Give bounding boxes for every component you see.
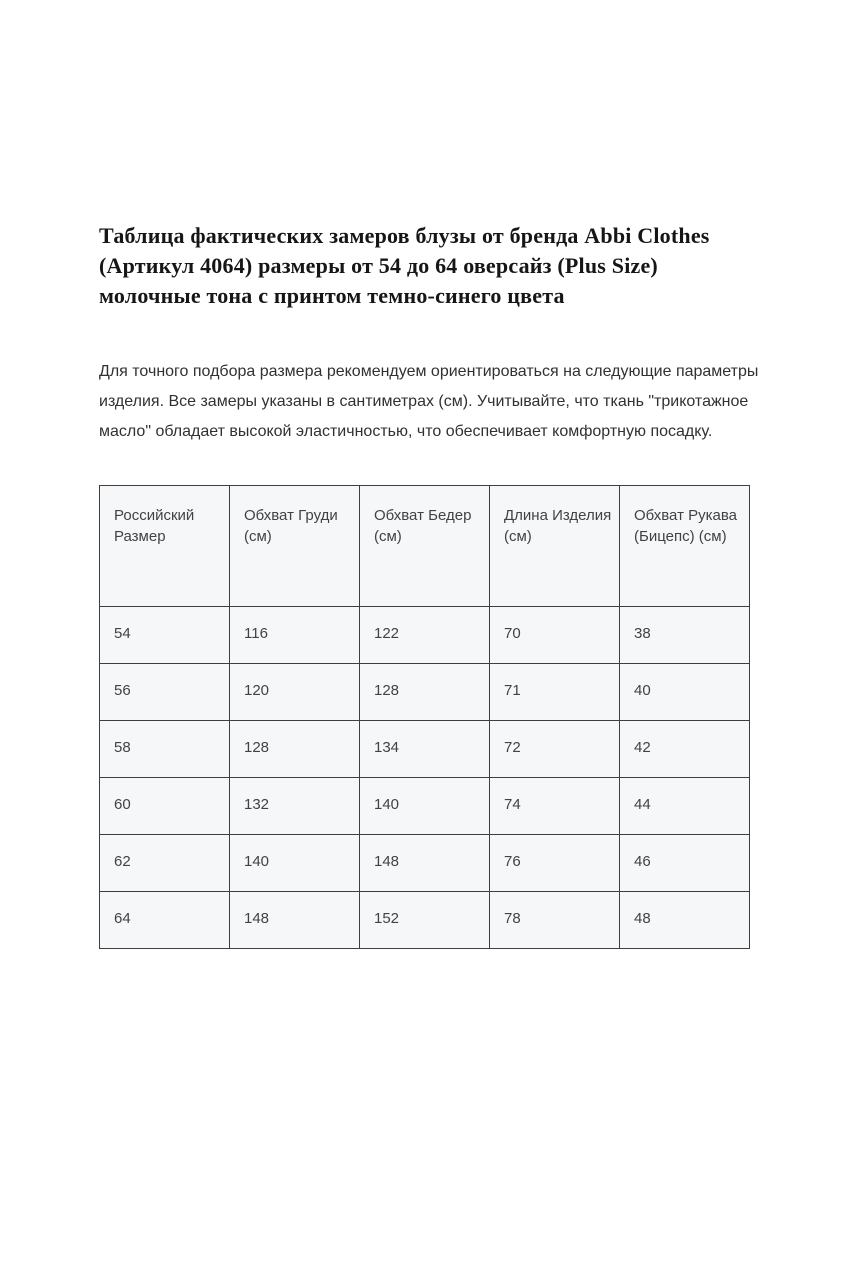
cell-length: 78: [490, 892, 620, 949]
size-table: [99, 485, 750, 949]
cell-chest: 148: [230, 892, 360, 949]
header-cell-hips: [360, 486, 490, 607]
cell-sleeve: 40: [620, 664, 750, 721]
header-label: Размер: [114, 528, 166, 545]
header-label: Длина Изделия: [504, 507, 612, 524]
cell-chest: 116: [230, 607, 360, 664]
cell-sleeve: 46: [620, 835, 750, 892]
header-label: Обхват Бедер: [374, 507, 472, 524]
cell-sleeve: 38: [620, 607, 750, 664]
header-label: Российский: [114, 507, 195, 524]
cell-size: 58: [100, 721, 230, 778]
cell-hips: 122: [360, 607, 490, 664]
cell-length: 70: [490, 607, 620, 664]
cell-length: 71: [490, 664, 620, 721]
cell-length: 72: [490, 721, 620, 778]
header-label: (см): [504, 528, 532, 545]
header-label: (Бицепс) (см): [634, 528, 727, 545]
cell-sleeve: 44: [620, 778, 750, 835]
page-title: [99, 221, 779, 311]
header-label: (см): [244, 528, 272, 545]
table-row: [100, 607, 750, 664]
cell-size: 60: [100, 778, 230, 835]
header-cell-sleeve: [620, 486, 750, 607]
cell-hips: 148: [360, 835, 490, 892]
intro-line: изделия. Все замеры указаны в сантиметрах (см). Учитывайте, что ткань "трикотажное: [99, 393, 749, 410]
table-row: [100, 892, 750, 949]
intro-line: Для точного подбора размера рекомендуем ориентироваться на следующие параметры: [99, 363, 759, 380]
cell-size: 56: [100, 664, 230, 721]
cell-hips: 152: [360, 892, 490, 949]
cell-length: 76: [490, 835, 620, 892]
cell-chest: 128: [230, 721, 360, 778]
intro-line: масло" обладает высокой эластичностью, что обеспечивает комфортную посадку.: [99, 423, 713, 440]
cell-hips: 128: [360, 664, 490, 721]
cell-hips: 140: [360, 778, 490, 835]
intro-paragraph: [99, 357, 799, 447]
table-row: [100, 835, 750, 892]
cell-hips: 134: [360, 721, 490, 778]
cell-size: 64: [100, 892, 230, 949]
cell-chest: 140: [230, 835, 360, 892]
table-row: [100, 721, 750, 778]
header-label: Обхват Рукава: [634, 507, 737, 524]
header-cell-length: [490, 486, 620, 607]
cell-chest: 132: [230, 778, 360, 835]
cell-chest: 120: [230, 664, 360, 721]
table-row: [100, 664, 750, 721]
cell-size: 62: [100, 835, 230, 892]
cell-length: 74: [490, 778, 620, 835]
header-cell-chest: [230, 486, 360, 607]
header-label: Обхват Груди: [244, 507, 338, 524]
title-line: Таблица фактических замеров блузы от бренда Abbi Clothes: [99, 223, 710, 248]
title-line: молочные тона с принтом темно-синего цвета: [99, 283, 565, 308]
header-label: (см): [374, 528, 402, 545]
cell-size: 54: [100, 607, 230, 664]
cell-sleeve: 48: [620, 892, 750, 949]
title-line: (Артикул 4064) размеры от 54 до 64 оверсайз (Plus Size): [99, 253, 658, 278]
header-row: [100, 486, 750, 607]
header-cell-russian-size: [100, 486, 230, 607]
cell-sleeve: 42: [620, 721, 750, 778]
table-row: [100, 778, 750, 835]
